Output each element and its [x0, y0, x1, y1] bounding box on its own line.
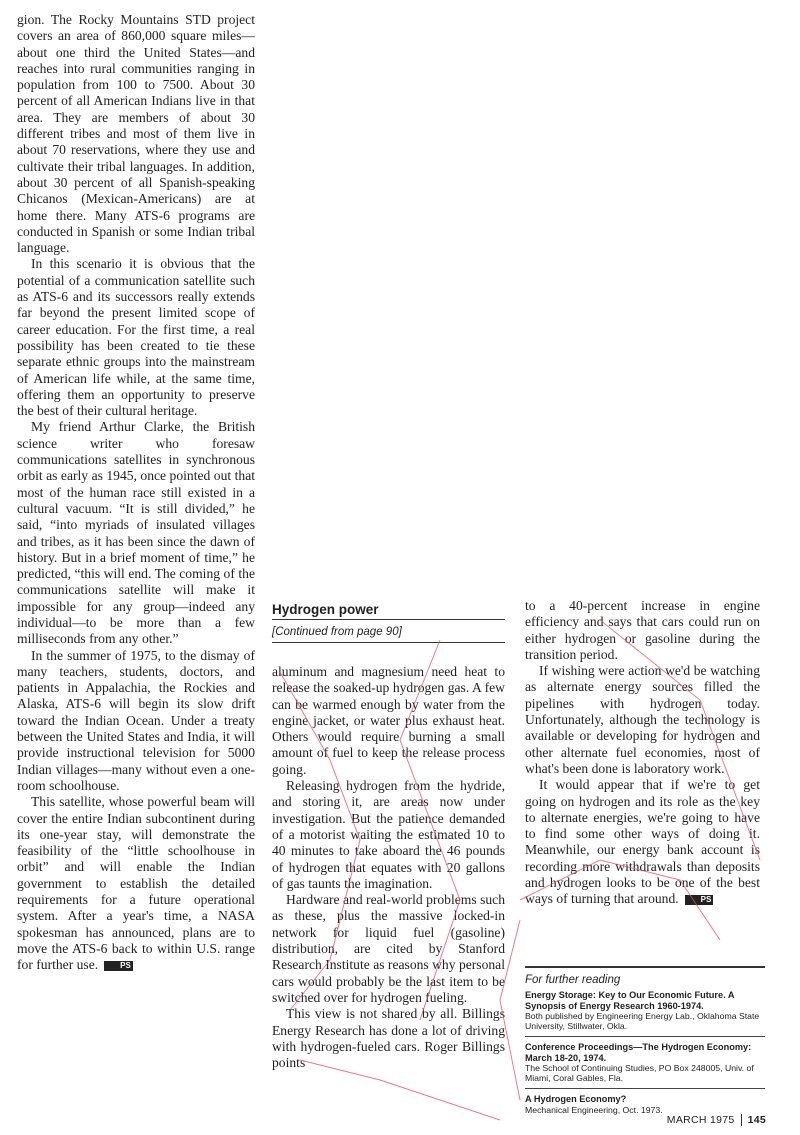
paragraph: My friend Arthur Clarke, the British science writer who foresaw communications satellites in synchronous orbit as early as 1945, once pointed out that most of the human race still existed in a cultural vacuum. “It is still divided,” he said, “into myriads of insulated villages and tribes, as it has been since the dawn of history. But in a brief moment of time,” he predicted, “this will end. The coming of the communications satellite will make it impossible for any group—indeed any individual—to be more than a few milliseconds from any other.”	[17, 419, 255, 647]
reference-source: Mechanical Engineering, Oct. 1973.	[525, 1104, 663, 1115]
paragraph: If wishing were action we'd be watching as alternate energy sources filled the pipelines with hydrogen today. Unfortunately, although the technology is available or developing for hydrogen and other alternate fuel economies, most of what's been done is laboratory work.	[525, 663, 760, 776]
paragraph: It would appear that if we're to get going on hydrogen and its role as the key to alternate energies, we're going to have to find some other ways of doing it. Meanwhile, our energy bank account is recording more withdrawals than deposits and hydrogen looks to be one of the best ways of turning that around. PS	[525, 777, 760, 907]
paragraph: aluminum and magnesium need heat to release the soaked-up hydrogen gas. A few can be warmed enough by water from the engine jacket, or water plus exhaust heat. Others would require burning a small amount of fuel to keep the release process going.	[272, 664, 505, 777]
paragraph: gion. The Rocky Mountains STD project covers an area of 860,000 square miles—about one third the United States—and reaches into rural communities ranging in population from 100 to 7500. About 30 percent of all American Indians live in that area. They are members of about 30 different tribes and most of them live in about 70 reservations, where they use and cultivate their tribal languages. In addition, about 30 percent of all Spanish-speaking Chicanos (Mexican-Americans) are at home there. Many ATS-6 programs are conducted in Spanish or some Indian tribal language.	[17, 12, 255, 256]
section-heading: Hydrogen power	[272, 602, 505, 620]
issue-date: MARCH 1975	[666, 1114, 735, 1126]
further-reading-box	[525, 966, 765, 1123]
page-number: 145	[747, 1114, 766, 1126]
article-column-2	[272, 664, 505, 1071]
page-footer	[667, 1114, 766, 1126]
article-column-3	[525, 598, 760, 908]
reference-source: Both published by Engineering Energy Lab., Oklahoma State University, Stillwater, Okla.	[525, 1011, 760, 1031]
reference-item	[525, 1040, 765, 1089]
reference-item	[525, 988, 765, 1037]
reference-title: Conference Proceedings—The Hydrogen Economy: March 18-20, 1974.	[525, 1042, 752, 1063]
continued-note: [Continued from page 90]	[272, 626, 505, 643]
paragraph: This satellite, whose powerful beam will cover the entire Indian subcontinent during its one-year stay, will demonstrate the feasibility of the “little schoolhouse in orbit” and will enable the Indian government to establish the detailed requirements for a future operational system. After a year's time, a NASA spokesman has announced, plans are to move the ATS-6 back to within U.S. range for further use. PS	[17, 794, 255, 973]
reference-title: A Hydrogen Economy?	[525, 1094, 627, 1104]
further-reading-title: For further reading	[525, 974, 621, 986]
paragraph: to a 40-percent increase in engine efficiency and says that cars could run on either hydrogen or gasoline during the transition period.	[525, 598, 760, 662]
article-column-1	[17, 12, 255, 974]
paragraph: In the summer of 1975, to the dismay of many teachers, students, doctors, and patients in Appalachia, the Rockies and Alaska, ATS-6 will begin its slow drift toward the Indian Ocean. Under a treaty between the United States and India, it will provide instructional television for 5000 Indian villages—many without even a one-room schoolhouse.	[17, 647, 255, 793]
reference-source: The School of Continuing Studies, PO Box 248005, Univ. of Miami, Coral Gables, Fla.	[525, 1063, 754, 1083]
paragraph: In this scenario it is obvious that the potential of a communication satellite such as ATS-6 and its successors really extends far beyond the present limited scope of career education. For the first time, a real possibility has been created to tie these separate ethnic groups into the mainstream of American life while, at the same time, offering them an opportunity to preserve the best of their cultural heritage.	[17, 256, 255, 419]
paragraph: This view is not shared by all. Billings Energy Research has done a lot of driving with hydrogen-fueled cars. Roger Billings points	[272, 1006, 505, 1071]
reference-title: Energy Storage: Key to Our Economic Future. A Synopsis of Energy Research 1960-1974.	[525, 990, 735, 1011]
paragraph: Hardware and real-world problems such as these, plus the massive locked-in network for liquid fuel (gasoline) distribution, are cited by Stanford Research Institute as reasons why personal cars would probably be the last item to be switched over for hydrogen fueling.	[272, 892, 505, 1005]
paragraph: Releasing hydrogen from the hydride, and storing it, are areas now under investigation. But the patience demanded of a motorist waiting the estimated 10 to 40 minutes to take aboard the 46 pounds of hydrogen that equates with 20 gallons of gas taunts the imagination.	[272, 778, 505, 891]
